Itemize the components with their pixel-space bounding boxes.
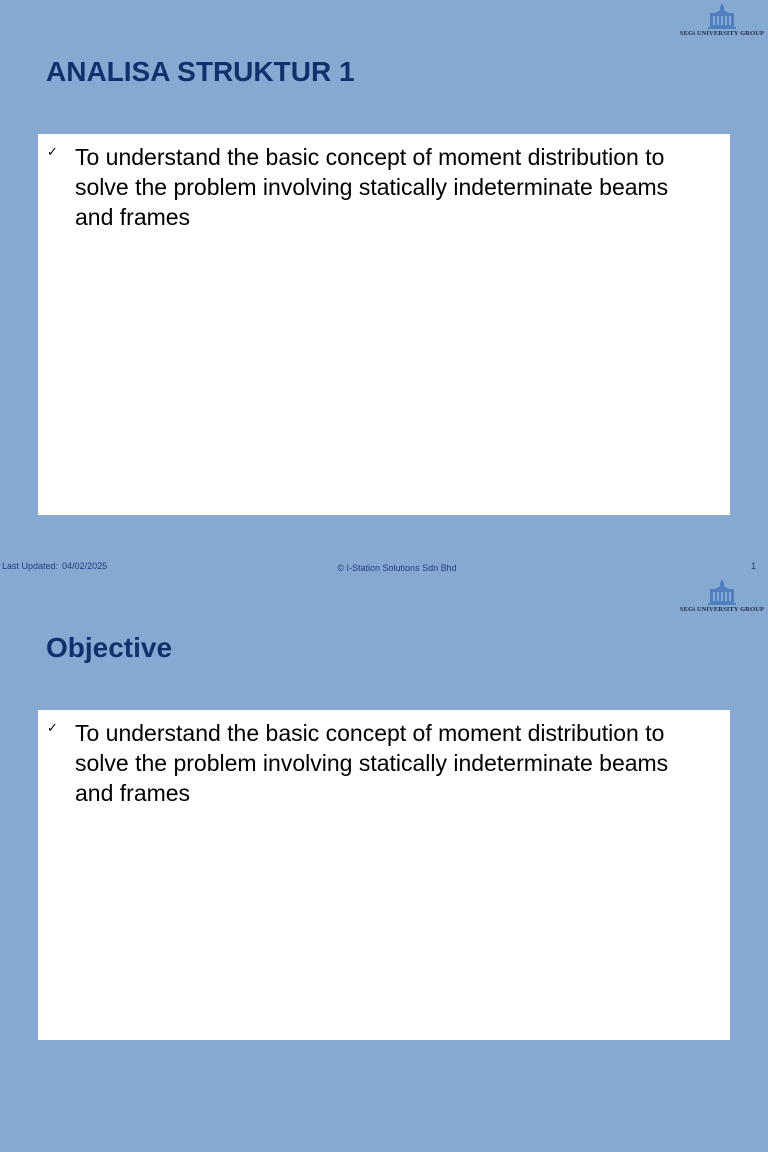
footer-page-number: 1 (750, 561, 756, 571)
university-logo (678, 3, 766, 39)
bullet-text: To understand the basic concept of moment distribution to solve the problem involving statically indeterminate beams and frames (75, 720, 669, 806)
university-logo (678, 579, 766, 615)
logo-text: SEGi UNIVERSITY GROUP (679, 30, 765, 37)
footer-updated-label: Last Updated: (2, 561, 59, 571)
bullet-text: To understand the basic concept of moment distribution to solve the problem involving statically indeterminate beams and frames (75, 144, 669, 230)
footer-updated-date: 04/02/2025 (62, 561, 108, 571)
content-box (38, 134, 730, 515)
bullet-list (38, 134, 730, 232)
check-icon: ✓ (47, 720, 58, 735)
university-building-icon (707, 579, 737, 605)
content-box (38, 710, 730, 1040)
footer-copyright: © I-Station Solutions Sdn Bhd (337, 563, 457, 573)
logo-text: SEGi UNIVERSITY GROUP (679, 606, 765, 613)
slide-title: Objective (46, 632, 173, 663)
slide-title: ANALISA STRUKTUR 1 (46, 56, 355, 87)
check-icon: ✓ (47, 144, 58, 159)
list-item (38, 134, 730, 232)
slide-2 (0, 576, 768, 1152)
bullet-list (38, 710, 730, 808)
university-building-icon (707, 3, 737, 29)
list-item (38, 710, 730, 808)
